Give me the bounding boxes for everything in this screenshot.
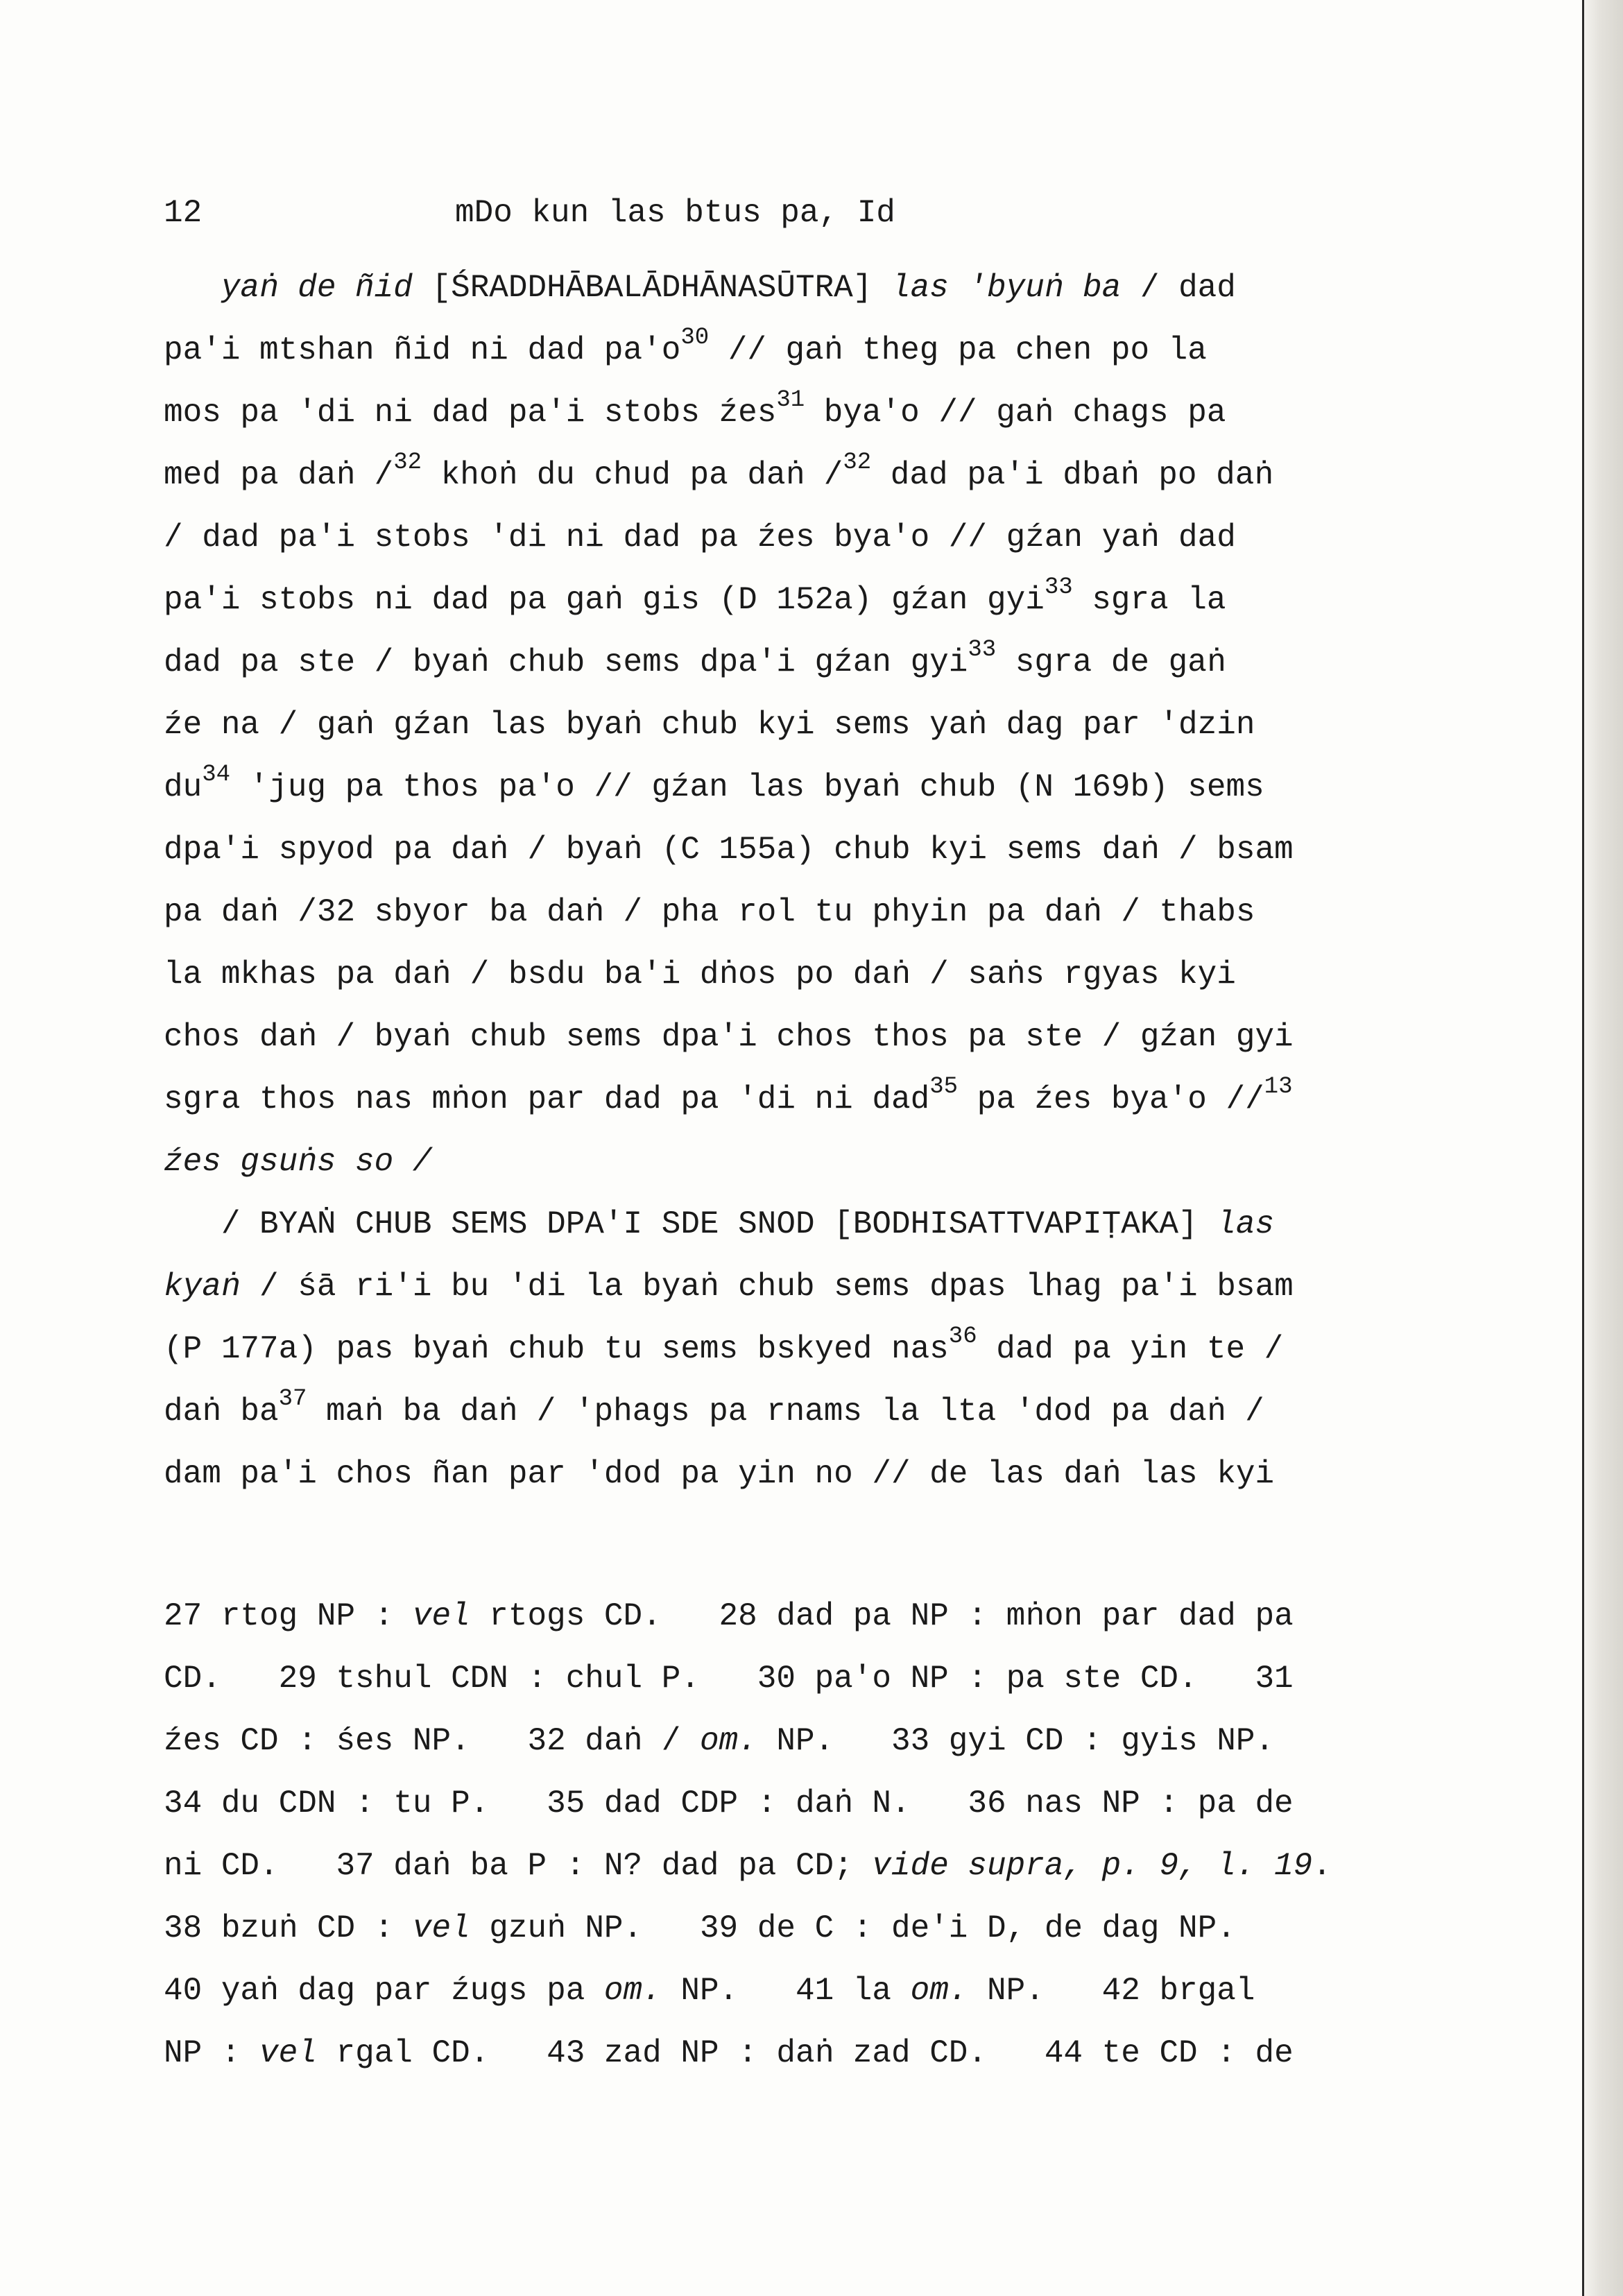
text-line xyxy=(164,1380,1482,1443)
text-segment: vel xyxy=(412,1910,470,1946)
text-segment: gzuṅ NP. 39 de C : de'i D, de dag NP. xyxy=(470,1910,1236,1946)
text-line xyxy=(164,1068,1482,1131)
page-number: 12 xyxy=(164,195,203,231)
text-segment: om. xyxy=(603,1973,662,2009)
text-segment: NP. 33 gyi CD : gyis NP. xyxy=(757,1723,1275,1759)
text-segment: kyaṅ xyxy=(164,1269,241,1305)
text-line xyxy=(164,694,1482,756)
text-segment: rtogs CD. 28 dad pa NP : mṅon par dad pa xyxy=(470,1598,1294,1634)
footnote-line xyxy=(164,1960,1482,2022)
footnote-line xyxy=(164,1897,1482,1960)
text-line xyxy=(164,1256,1482,1318)
text-segment: vel xyxy=(412,1598,470,1634)
text-line xyxy=(164,881,1482,943)
text-segment: [ŚRADDHĀBALĀDHĀNASŪTRA] xyxy=(412,270,891,306)
text-segment: mos pa 'di ni dad pa'i stobs źes xyxy=(164,395,777,431)
text-line xyxy=(164,382,1482,444)
text-segment: NP. 41 la xyxy=(661,1973,911,2009)
text-segment: dam pa'i chos ñan par 'dod pa yin no // de las daṅ las kyi xyxy=(164,1456,1275,1492)
text-segment: daṅ ba xyxy=(164,1394,279,1430)
text-segment: ni CD. 37 daṅ ba P : N? dad pa CD; xyxy=(164,1848,873,1884)
text-segment: bya'o // gaṅ chags pa xyxy=(805,395,1226,431)
text-segment: yaṅ de ñid xyxy=(221,270,413,306)
text-line xyxy=(164,631,1482,694)
note-reference: 34 xyxy=(202,762,231,788)
note-reference: 33 xyxy=(1044,574,1073,601)
note-reference: 33 xyxy=(968,637,997,663)
text-segment: chos daṅ / byaṅ chub sems dpa'i chos thos pa ste / gźan gyi xyxy=(164,1019,1294,1055)
footnotes xyxy=(164,1585,1482,2084)
text-segment: las xyxy=(1217,1206,1275,1242)
text-segment: (P 177a) pas byaṅ chub tu sems bskyed nas xyxy=(164,1331,949,1367)
note-reference: 30 xyxy=(680,325,710,351)
footnote-line xyxy=(164,1585,1482,1647)
note-reference: 32 xyxy=(393,449,422,476)
text-segment: pa źes bya'o // xyxy=(958,1081,1264,1117)
text-segment xyxy=(164,270,221,306)
text-segment: vel xyxy=(259,2035,317,2071)
text-segment: / dad xyxy=(1121,270,1236,306)
text-segment: rgal CD. 43 zad NP : daṅ zad CD. 44 te CD : de xyxy=(316,2035,1294,2071)
text-segment: źes gsuṅs so / xyxy=(164,1144,432,1180)
text-segment: źes CD : śes NP. 32 daṅ / xyxy=(164,1723,700,1759)
text-segment: maṅ ba daṅ / 'phags pa rnams la lta 'dod pa daṅ / xyxy=(307,1394,1264,1430)
text-segment: pa'i mtshan ñid ni dad pa'o xyxy=(164,332,681,368)
text-segment: dad pa'i dbaṅ po daṅ xyxy=(871,457,1273,493)
text-line xyxy=(164,756,1482,819)
text-segment: CD. 29 tshul CDN : chul P. 30 pa'o NP : pa ste CD. 31 xyxy=(164,1661,1294,1697)
text-segment: sgra la xyxy=(1072,582,1226,618)
text-line xyxy=(164,319,1482,382)
text-segment: dpa'i spyod pa daṅ / byaṅ (C 155a) chub kyi sems daṅ / bsam xyxy=(164,832,1294,868)
note-reference: 32 xyxy=(843,449,872,476)
page-header xyxy=(164,189,1412,237)
text-line xyxy=(164,444,1482,506)
text-segment: / BYAṄ CHUB SEMS DPA'I SDE SNOD [BODHISATTVAPIṬAKA] xyxy=(164,1206,1217,1242)
footnote-line xyxy=(164,1772,1482,1835)
text-line xyxy=(164,506,1482,569)
text-segment: sgra thos nas mṅon par dad pa 'di ni dad xyxy=(164,1081,930,1117)
text-line xyxy=(164,943,1482,1006)
footnote-line xyxy=(164,1710,1482,1772)
footnote-line xyxy=(164,2022,1482,2084)
footnote-line xyxy=(164,1647,1482,1710)
text-segment: dad pa yin te / xyxy=(977,1331,1284,1367)
text-line xyxy=(164,1193,1482,1256)
text-segment: NP : xyxy=(164,2035,260,2071)
page-edge xyxy=(1582,0,1623,2296)
running-title: mDo kun las btus pa, Id xyxy=(455,195,895,231)
text-segment: . xyxy=(1312,1848,1332,1884)
text-segment: om. xyxy=(699,1723,757,1759)
text-segment: la mkhas pa daṅ / bsdu ba'i dṅos po daṅ / saṅs rgyas kyi xyxy=(164,957,1236,993)
text-segment: vide supra, p. 9, l. 19 xyxy=(872,1848,1313,1884)
note-reference: 31 xyxy=(776,387,805,413)
text-segment: pa daṅ /32 sbyor ba daṅ / pha rol tu phyin pa daṅ / thabs xyxy=(164,894,1255,930)
text-line xyxy=(164,819,1482,881)
footnote-line xyxy=(164,1835,1482,1897)
text-segment: / śā ri'i bu 'di la byaṅ chub sems dpas lhag pa'i bsam xyxy=(240,1269,1294,1305)
text-line xyxy=(164,1443,1482,1505)
text-segment: om. xyxy=(910,1973,968,2009)
text-line xyxy=(164,569,1482,631)
text-line xyxy=(164,1318,1482,1380)
text-segment: med pa daṅ / xyxy=(164,457,394,493)
text-segment: 34 du CDN : tu P. 35 dad CDP : daṅ N. 36 nas NP : pa de xyxy=(164,1785,1294,1822)
text-segment: dad pa ste / byaṅ chub sems dpa'i gźan gyi xyxy=(164,644,968,680)
text-segment: du xyxy=(164,769,203,805)
text-line xyxy=(164,1131,1482,1193)
text-line xyxy=(164,257,1482,319)
text-segment: sgra de gaṅ xyxy=(996,644,1226,680)
text-segment: 27 rtog NP : xyxy=(164,1598,413,1634)
text-segment: / dad pa'i stobs 'di ni dad pa źes bya'o // gźan yaṅ dad xyxy=(164,520,1236,556)
note-reference: 37 xyxy=(278,1386,307,1412)
text-segment: 40 yaṅ dag par źugs pa xyxy=(164,1973,604,2009)
note-reference: 35 xyxy=(929,1074,958,1100)
text-segment: NP. 42 brgal xyxy=(968,1973,1255,2009)
text-segment: khoṅ du chud pa daṅ / xyxy=(422,457,843,493)
text-segment: źe na / gaṅ gźan las byaṅ chub kyi sems yaṅ dag par 'dzin xyxy=(164,707,1255,743)
text-segment: pa'i stobs ni dad pa gaṅ gis (D 152a) gźan gyi xyxy=(164,582,1045,618)
text-segment: 'jug pa thos pa'o // gźan las byaṅ chub (N 169b) sems xyxy=(230,769,1264,805)
text-segment: las 'byuṅ ba xyxy=(891,270,1122,306)
text-segment: 38 bzuṅ CD : xyxy=(164,1910,413,1946)
main-text xyxy=(164,257,1482,1505)
note-reference: 13 xyxy=(1264,1074,1293,1100)
note-reference: 36 xyxy=(948,1323,977,1350)
text-segment: // gaṅ theg pa chen po la xyxy=(709,332,1207,368)
text-line xyxy=(164,1006,1482,1068)
